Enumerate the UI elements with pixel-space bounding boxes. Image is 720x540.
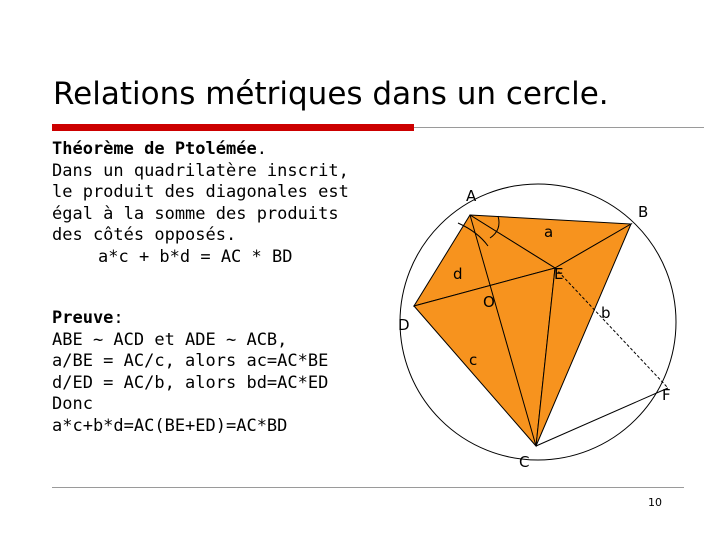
proof-heading-line — [52, 308, 328, 330]
label-side-b: b — [601, 304, 611, 322]
proof-line: Donc — [52, 394, 93, 414]
theorem-line: égal à la somme des produits — [52, 203, 339, 224]
label-d-point: D — [398, 316, 410, 334]
theorem-heading-line — [52, 139, 349, 161]
label-f-point: F — [662, 386, 671, 404]
slide-title: Relations métriques dans un cercle. — [53, 76, 609, 112]
theorem-formula: a*c + b*d = AC * BD — [98, 246, 293, 267]
theorem-line: Dans un quadrilatère inscrit, — [52, 160, 349, 181]
proof-line: ABE ~ ACD et ADE ~ ACB, — [52, 329, 288, 350]
ptolemy-diagram — [385, 175, 690, 475]
theorem-line: des côtés opposés. — [52, 225, 237, 245]
label-side-a: a — [544, 223, 554, 241]
proof-heading-suffix: : — [113, 308, 124, 328]
proof-line: a*c+b*d=AC(BE+ED)=AC*BD — [52, 415, 288, 436]
footer-divider — [52, 487, 684, 488]
proof-block — [52, 308, 328, 437]
proof-line: d/ED = AC/b, alors bd=AC*ED — [52, 372, 329, 393]
proof-heading: Preuve — [52, 308, 114, 328]
label-side-d: d — [453, 265, 463, 283]
label-e-point: E — [554, 265, 564, 283]
label-c-point: C — [519, 453, 530, 471]
page-number: 10 — [648, 496, 662, 509]
theorem-heading-suffix: . — [256, 139, 267, 159]
label-a-point: A — [466, 187, 477, 205]
label-b-point: B — [638, 203, 649, 221]
theorem-block — [52, 139, 349, 268]
title-accent-bar — [52, 124, 414, 131]
theorem-heading: Théorème de Ptolémée — [52, 139, 257, 159]
theorem-line: le produit des diagonales est — [52, 182, 349, 202]
label-side-c: c — [469, 351, 478, 369]
label-o-center: O — [483, 293, 495, 311]
proof-line: a/BE = AC/c, alors ac=AC*BE — [52, 351, 329, 371]
